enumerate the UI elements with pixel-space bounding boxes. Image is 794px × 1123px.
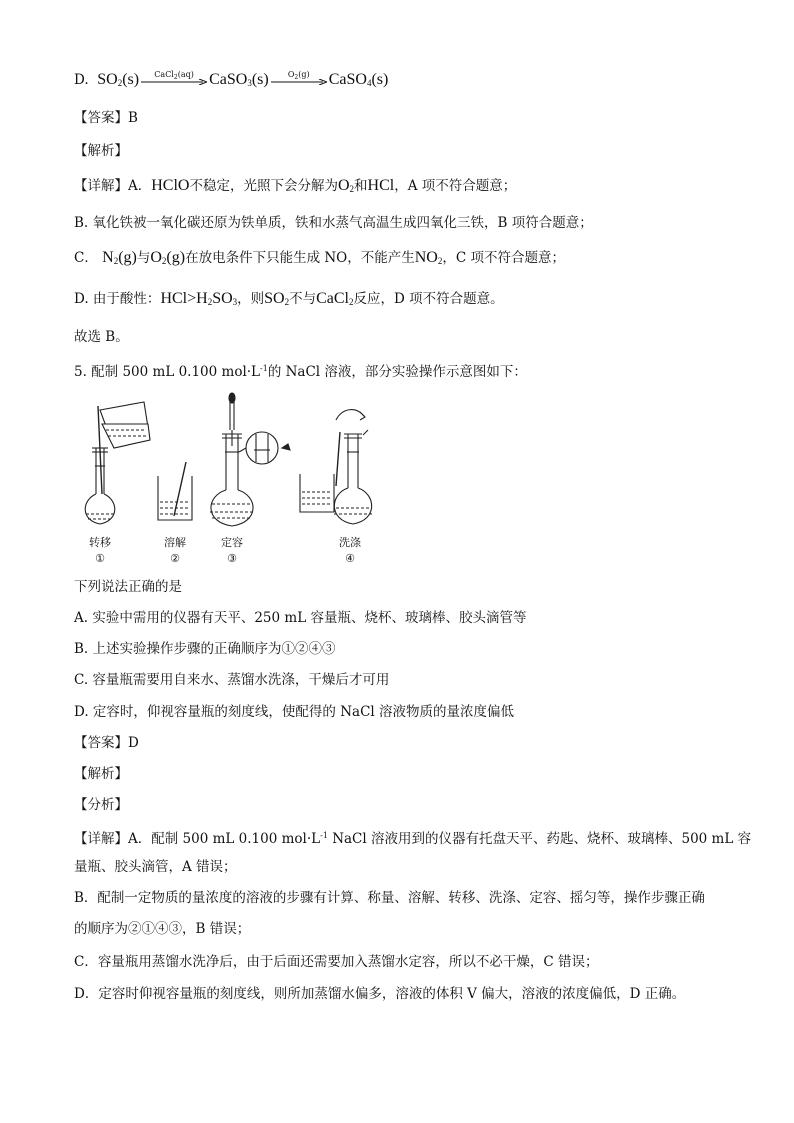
reaction-arrow-2: $O_2(g)$ [271,74,327,88]
answer-2: 【答案】D [74,735,139,751]
answer-1: 【答案】B [74,110,138,126]
detail-1-d: D. 由于酸性：$HCl>H_2SO_3$，则$SO_2$不与CaCl$_2$反应，D 项不符合题意。 [74,290,504,307]
detail-2-d: D．定容时仰视容量瓶的刻度线，则所加蒸馏水偏多，溶液的体积 V 偏大，溶液的浓度偏低，D 正确。 [74,986,686,1002]
fig-num-1: ① [95,553,105,565]
question-5-prompt: 下列说法正确的是 [74,579,182,595]
option-a: A. 实验中需用的仪器有天平、250 mL 容量瓶、烧杯、玻璃棒、胶头滴管等 [74,610,527,626]
fixed-volume-diagram [210,393,290,526]
detail-1-b: B. 氧化铁被一氧化碳还原为铁单质，铁和水蒸气高温生成四氧化三铁，B 项符合题意； [74,215,593,231]
option-d-reaction: D. $SO_2(s)$ CaCl$_2$(aq) CaSO$_3$(s) $O_2(g)$ CaSO$_4$(s) [74,69,389,88]
analysis-1-tag: 【解析】 [74,143,128,159]
option-d: D. 定容时，仰视容量瓶的刻度线，使配得的 NaCl 溶液物质的量浓度偏低 [74,704,515,720]
reaction-arrow-1: CaCl$_2$(aq) [141,74,207,88]
detail-1-c: C． $N_2(g)$与$O_2(g)$在放电条件下只能生成 NO，不能产生$NO_2$，C 项不符合题意； [74,249,565,266]
analysis-2-tag: 【解析】 [74,766,128,782]
fig-label-wash: 洗涤 [339,537,361,549]
detail-1-a: 【详解】A．HClO不稳定，光照下会分解为$O_2$和HCl，A 项不符合题意； [74,177,517,194]
option-c: C. 容量瓶需要用自来水、蒸馏水洗涤，干燥后才可用 [74,672,390,688]
transfer-diagram [85,402,150,524]
wash-diagram [300,410,372,524]
fig-label-transfer: 转移 [89,537,111,549]
detail-1-end: 故选 B。 [74,329,129,345]
question-5-stem: 5. 配制 500 mL 0.100 $mol\cdot L^{-1}$的 NaCl 溶液，部分实验操作示意图如下： [74,364,527,380]
fig-num-4: ④ [345,553,355,565]
detail-2-b-line1: B．配制一定物质的量浓度的溶液的步骤有计算、称量、溶解、转移、洗涤、定容、摇匀等，操作步骤正确 [74,890,705,906]
detail-2-a-line2: 量瓶、胶头滴管，A 错误； [74,859,237,875]
fig-num-3: ③ [227,553,237,565]
fig-num-2: ② [170,553,180,565]
detail-2-c: C．容量瓶用蒸馏水洗净后，由于后面还需要加入蒸馏水定容，所以不必干燥，C 错误； [74,954,599,970]
option-label: D. [74,72,89,88]
option-b: B. 上述实验操作步骤的正确顺序为①②④③ [74,641,336,657]
fig-label-fixed-volume: 定容 [221,537,243,549]
fig-label-dissolve: 溶解 [164,537,186,549]
analysis-2-sub: 【分析】 [74,797,128,813]
reaction-formula: $SO_2(s)$ [97,71,140,88]
lab-operation-figure [78,390,378,572]
detail-2-b-line2: 的顺序为②①④③，B 错误； [74,921,251,937]
detail-2-a-line1: 【详解】A．配制 500 mL 0.100 $mol\cdot L^{-1}$ NaCl 溶液用到的仪器有托盘天平、药匙、烧杯、玻璃棒、500 mL 容 [74,831,752,847]
dissolve-diagram [158,462,192,520]
